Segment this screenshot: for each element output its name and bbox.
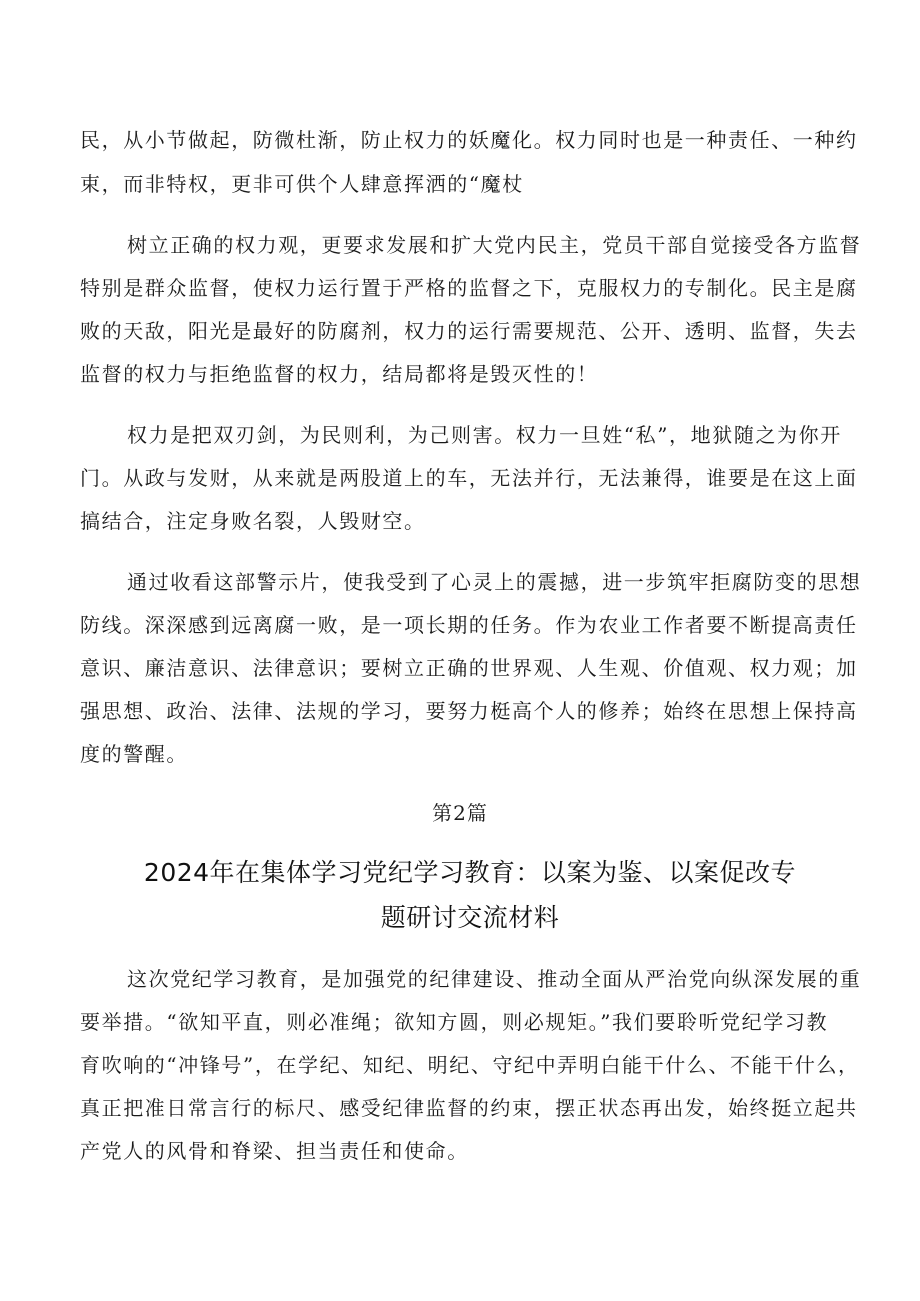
- text-line: 这次党纪学习教育，是加强党的纪律建设、推动全面从严治党向纵深发展的重: [127, 967, 862, 991]
- text-line: 要举措。“欲知平直，则必准绳；欲知方圆，则必规矩。”我们要聆听党纪学习教: [80, 1010, 829, 1034]
- text-line: 度的警醒。: [80, 742, 188, 766]
- section-label: 第2篇: [432, 801, 488, 825]
- text-line: 搞结合，注定身败名裂，人毁财空。: [80, 509, 426, 533]
- text-line: 防线。深深感到远离腐一败，是一项长期的任务。作为农业工作者要不断提高责任: [80, 613, 858, 637]
- document-title-line-2: 题研讨交流材料: [380, 903, 560, 932]
- text-line: 树立正确的权力观，更要求发展和扩大党内民主，党员干部自觉接受各方监督: [127, 233, 862, 257]
- text-line: 民，从小节做起，防微杜渐，防止权力的妖魔化。权力同时也是一种责任、一种约: [80, 128, 858, 152]
- text-line: 意识、廉洁意识、法律意识；要树立正确的世界观、人生观、价值观、权力观；加: [80, 656, 858, 680]
- text-line: 育吹响的“冲锋号”，在学纪、知纪、明纪、守纪中弄明白能干什么、不能干什么，: [80, 1053, 860, 1077]
- text-line: 权力是把双刃剑，为民则利，为己则害。权力一旦姓“私”，地狱随之为你开: [127, 423, 842, 447]
- text-line: 监督的权力与拒绝监督的权力，结局都将是毁灭性的！: [80, 362, 599, 386]
- text-line: 束，而非特权，更非可供个人肆意挥洒的“魔杖: [80, 172, 524, 196]
- text-line: 强思想、政治、法律、法规的学习，要努力梃高个人的修养；始终在思想上保持高: [80, 699, 858, 723]
- text-line: 通过收看这部警示片，使我受到了心灵上的震撼，进一步筑牢拒腐防变的思想: [127, 570, 862, 594]
- text-line: 产党人的风骨和脊梁、担当责任和使命。: [80, 1139, 469, 1163]
- text-line: 门。从政与发财，从来就是两股道上的车，无法并行，无法兼得，谁要是在这上面: [80, 466, 858, 490]
- text-line: 特别是群众监督，使权力运行置于严格的监督之下，克服权力的专制化。民主是腐: [80, 276, 858, 300]
- document-title-line-1: 2024年在集体学习党纪学习教育：以案为鉴、以案促改专: [143, 858, 797, 887]
- text-line: 真正把准日常言行的标尺、感受纪律监督的约束，摆正状态再出发，始终挺立起共: [80, 1096, 858, 1120]
- text-line: 败的天敌，阳光是最好的防腐剂，权力的运行需要规范、公开、透明、监督，失去: [80, 319, 858, 343]
